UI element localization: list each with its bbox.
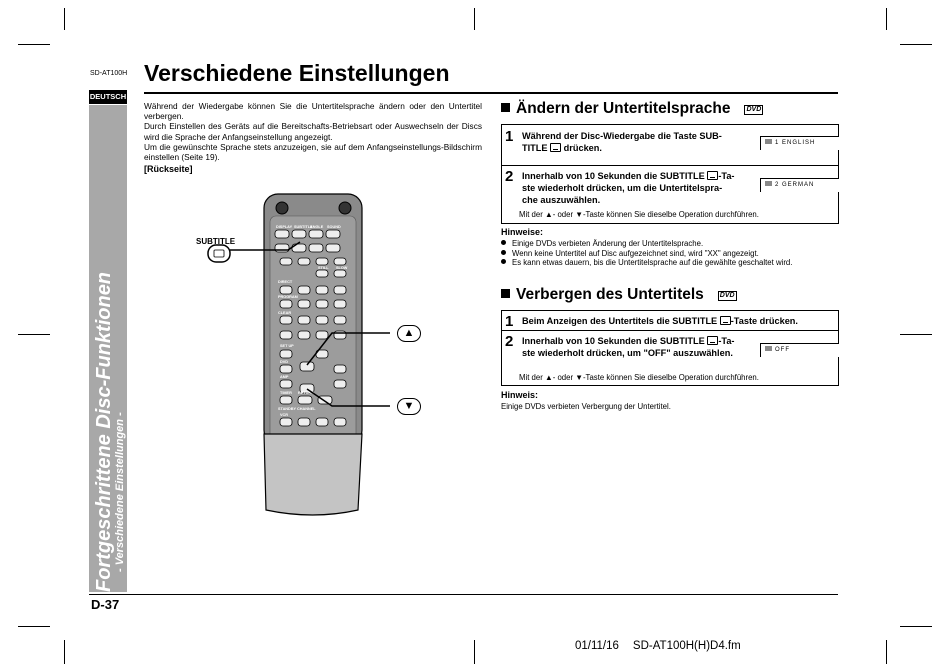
step-number: 2 (505, 168, 514, 185)
remote-battery-cover (264, 434, 362, 515)
crop-mark (900, 334, 932, 335)
step-note: Mit der ▲- oder ▼-Taste können Sie dieselbe Operation durchführen. (519, 373, 759, 382)
svg-text:VCR: VCR (280, 413, 289, 417)
step-text-part: che auszuwählen. (522, 195, 601, 205)
svg-text:TIMER: TIMER (280, 391, 292, 395)
list-item-text: Einige DVDs verbieten Änderung der Untertitelsprache. (512, 239, 704, 248)
crop-mark (18, 44, 50, 45)
crop-mark (474, 640, 475, 664)
step-text (522, 130, 751, 154)
svg-text:PROGRAM: PROGRAM (278, 295, 298, 299)
note-heading: Hinweis: (501, 390, 539, 400)
dvd-badge: DVD (746, 106, 762, 113)
intro-paragraph: Durch Einstellen des Geräts auf die Bereitschafts-Betriebsart oder Auswechseln der Discs wird die Sprache der Anfangseinstellung angezeigt. (144, 121, 482, 142)
step-text-part: ste wiederholt drücken, um die Untertitelspra- (522, 183, 723, 193)
list-item-text: Wenn keine Untertitel auf Disc aufgezeichnet sind, wird "XX" angezeigt. (512, 248, 759, 258)
svg-text:STANDBY CHANNEL: STANDBY CHANNEL (278, 407, 316, 411)
section-heading-text: Verbergen des Untertitels (516, 286, 704, 303)
crop-mark (886, 8, 887, 30)
svg-text:ANGLE: ANGLE (310, 225, 324, 229)
step-number: 1 (505, 128, 514, 145)
svg-text:CLEAR: CLEAR (278, 311, 292, 315)
remote-screw (276, 202, 288, 214)
step-number: 2 (505, 333, 514, 350)
step-text-part: Innerhalb von 10 Sekunden die SUBTITLE (522, 336, 705, 346)
down-arrow-button: ▼ (397, 398, 421, 415)
crop-mark (64, 8, 65, 30)
subtitle-icon (707, 336, 718, 345)
up-arrow-button: ▲ (397, 325, 421, 342)
svg-text:DVD: DVD (280, 360, 289, 364)
step-text (522, 170, 751, 206)
svg-text:AMP: AMP (280, 375, 289, 379)
dvd-badge: DVD (719, 292, 735, 299)
svg-text:SUBTITLE: SUBTITLE (294, 225, 313, 229)
crop-mark (900, 626, 932, 627)
bullet-icon (501, 259, 506, 264)
step-text-part: -Ta- (718, 171, 735, 181)
svg-text:DIRECT: DIRECT (278, 280, 293, 284)
svg-text:STILL: STILL (318, 266, 329, 270)
subtitle-osd-icon (765, 346, 772, 351)
step-text (522, 315, 832, 327)
chapter-sidebar (89, 105, 127, 592)
intro-paragraph: Während der Wiedergabe können Sie die Untertitelsprache ändern oder den Untertitel verbergen. (144, 101, 482, 122)
bullet-icon (501, 240, 506, 245)
step-text-part: Innerhalb von 10 Sekunden die SUBTITLE (522, 171, 705, 181)
subtitle-icon (550, 143, 561, 152)
svg-text:DISPLAY: DISPLAY (276, 225, 293, 229)
heading-square-icon (501, 103, 510, 112)
sidebar-chapter-title: Fortgeschrittene Disc-Funktionen (93, 271, 115, 592)
list-item-text: Es kann etwas dauern, bis die Untertitelsprache auf die gewählte geschaltet wird. (512, 258, 793, 268)
step-divider (502, 330, 838, 331)
notes-list (501, 239, 792, 268)
model-tag: SD-AT100H (90, 70, 128, 77)
step-divider (502, 165, 838, 166)
osd-text: 1 ENGLISH (775, 140, 816, 146)
svg-text:SOUND: SOUND (327, 225, 341, 229)
page-title: Verschiedene Einstellungen (144, 60, 450, 86)
list-item (501, 258, 792, 268)
subtitle-callout-label: SUBTITLE (196, 237, 236, 246)
page-number: D-37 (91, 597, 120, 612)
crop-mark (18, 626, 50, 627)
title-rule (144, 92, 838, 94)
svg-text:SET UP: SET UP (280, 344, 294, 348)
footer-date: 01/11/16 (575, 640, 619, 652)
list-item (501, 239, 792, 249)
step-text-part: -Taste drücken. (730, 316, 798, 326)
notes-heading: Hinweise: (501, 227, 544, 237)
step-text (522, 335, 756, 359)
intro-text (144, 101, 482, 162)
section-heading-change-subtitle (501, 100, 763, 118)
subtitle-callout-button (208, 245, 230, 262)
step-text-part: -Ta- (718, 336, 735, 346)
crop-mark (886, 640, 887, 664)
list-item (501, 249, 792, 259)
footer-file: SD-AT100H(H)D4.fm (632, 640, 741, 652)
step-note: Mit der ▲- oder ▼-Taste können Sie dieselbe Operation durchführen. (519, 210, 759, 219)
steps-box-change-subtitle (501, 124, 839, 224)
step-text-part: TITLE (522, 143, 548, 153)
osd-display (760, 178, 839, 192)
back-side-label: [Rückseite] (144, 164, 193, 174)
remote-screw (339, 202, 351, 214)
crop-mark (474, 8, 475, 30)
section-heading-hide-subtitle (501, 286, 737, 304)
language-tab: DEUTSCH (89, 90, 127, 104)
note-text: Einige DVDs verbieten Verbergung der Untertitel. (501, 402, 671, 411)
section-heading-text: Ändern der Untertitelsprache (516, 100, 731, 117)
print-footer (575, 640, 755, 652)
step-text-part: drücken. (563, 143, 602, 153)
osd-text: OFF (775, 347, 790, 353)
osd-display (760, 343, 839, 357)
osd-text: 2 GERMAN (775, 182, 815, 188)
heading-square-icon (501, 289, 510, 298)
subtitle-icon (707, 171, 718, 180)
crop-mark (64, 640, 65, 664)
osd-display (760, 136, 839, 150)
svg-text:RETURN: RETURN (298, 391, 314, 395)
subtitle-osd-icon (765, 139, 772, 144)
intro-paragraph: Um die gewünschte Sprache stets anzuzeigen, sie auf dem Anfangseinstellungs-Bildschirm einstellen (Seite 19). (144, 141, 482, 163)
step-text-part: ste wiederholt drücken, um "OFF" auszuwählen. (522, 348, 733, 358)
step-text-part: Während der Disc-Wiedergabe die Taste SUB- (522, 131, 722, 141)
steps-box-hide-subtitle (501, 310, 839, 386)
sidebar-text (93, 112, 126, 592)
step-number: 1 (505, 313, 514, 330)
bottom-rule (89, 594, 838, 595)
sidebar-section-title: - Verschiedene Einstellungen - (114, 412, 126, 572)
svg-text:SLOW: SLOW (336, 266, 348, 270)
subtitle-osd-icon (765, 181, 772, 186)
step-text-part: Beim Anzeigen des Untertitels die SUBTITLE (522, 316, 718, 326)
subtitle-icon (720, 316, 731, 325)
crop-mark (18, 334, 50, 335)
crop-mark (900, 44, 932, 45)
bullet-icon (501, 250, 506, 255)
